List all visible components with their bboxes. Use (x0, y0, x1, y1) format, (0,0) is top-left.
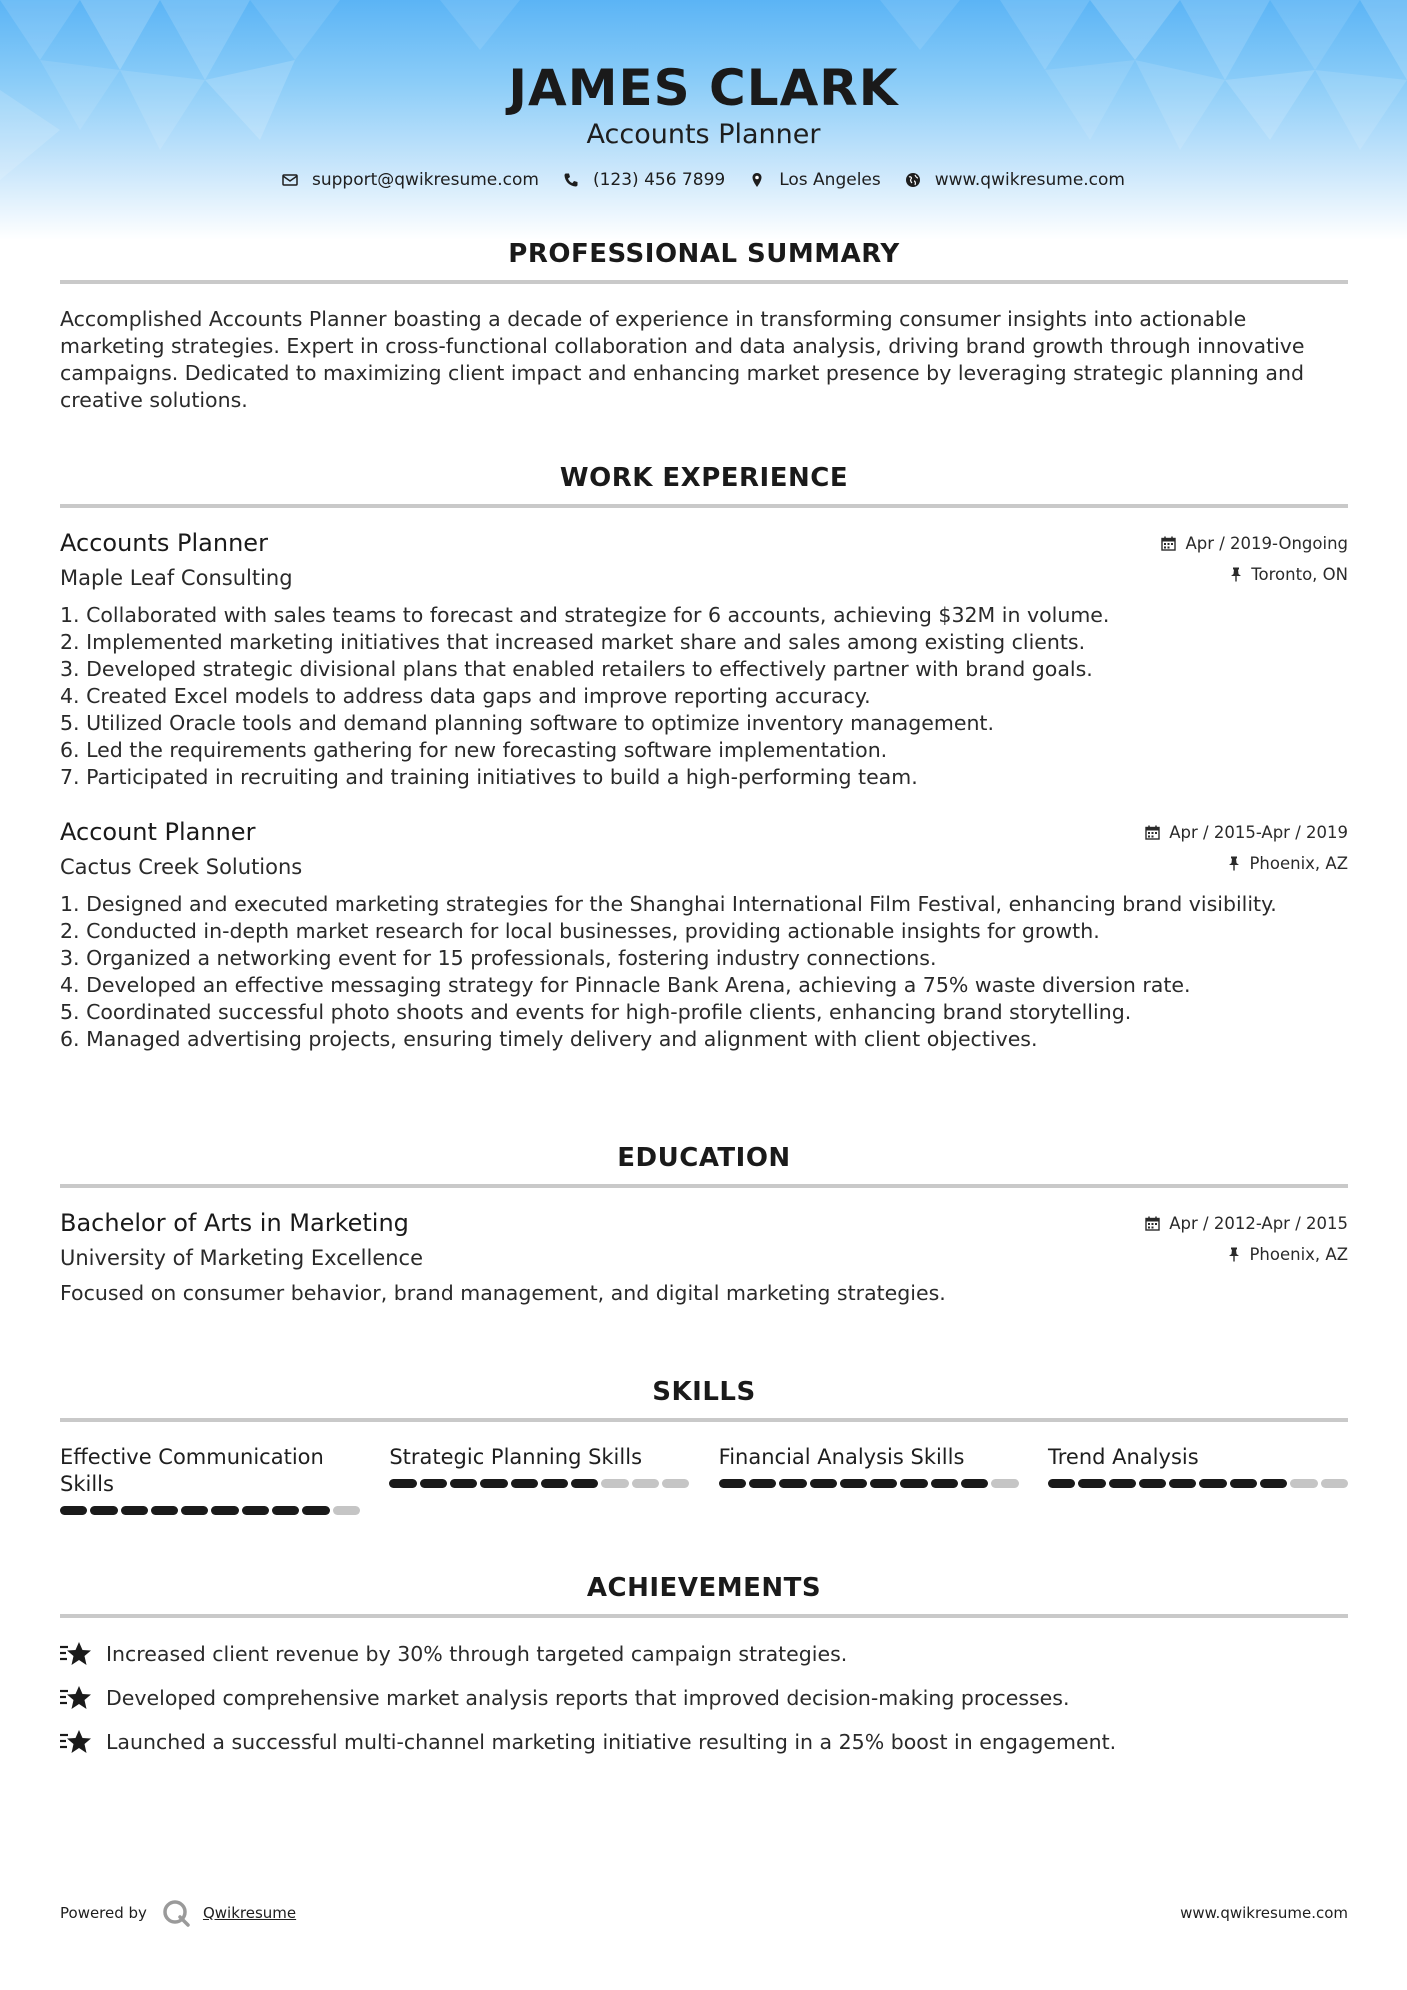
list-item: 3. Developed strategic divisional plans that enabled retailers to effectively partner with brand goals. (60, 657, 1093, 681)
skill-level-segment (1048, 1479, 1075, 1488)
calendar-icon (1145, 1216, 1160, 1231)
job-company: Cactus Creek Solutions (60, 855, 303, 879)
job-title: Accounts Planner (60, 529, 268, 557)
summary-heading: PROFESSIONAL SUMMARY (508, 239, 900, 269)
skill-level-segment (1321, 1479, 1348, 1488)
qwikresume-logo-icon (161, 1898, 191, 1928)
skill-level-segment (389, 1479, 416, 1488)
skill-level-segment (632, 1479, 659, 1488)
skill-level-bar (1048, 1479, 1348, 1488)
candidate-title: Accounts Planner (586, 119, 821, 150)
skill-level-bar (719, 1479, 1019, 1488)
school: University of Marketing Excellence (60, 1246, 424, 1270)
skills-list (60, 1444, 1348, 1515)
map-pin-icon (749, 172, 765, 188)
pushpin-icon (1228, 856, 1240, 871)
section-divider (60, 1184, 1348, 1188)
skill-level-segment (1109, 1479, 1136, 1488)
experience-section (60, 462, 1348, 1053)
job-location: Phoenix, AZ (1145, 848, 1348, 879)
job-company: Maple Leaf Consulting (60, 566, 293, 590)
skill-level-segment (870, 1479, 897, 1488)
skill-level-segment (601, 1479, 628, 1488)
skill-level-bar (60, 1506, 360, 1515)
footer-website[interactable]: www.qwikresume.com (1180, 1904, 1348, 1922)
list-item: Launched a successful multi-channel marketing initiative resulting in a 25% boost in engagement. (60, 1720, 1348, 1764)
calendar-icon (1161, 536, 1176, 551)
list-item: Developed comprehensive market analysis reports that improved decision-making processes. (60, 1676, 1348, 1720)
skill-level-segment (1139, 1479, 1166, 1488)
skill-name: Strategic Planning Skills (389, 1445, 643, 1469)
list-item: 6. Led the requirements gathering for new forecasting software implementation. (60, 738, 888, 762)
list-item: 6. Managed advertising projects, ensuring timely delivery and alignment with client objectives. (60, 1027, 1038, 1051)
skill-level-segment (779, 1479, 806, 1488)
globe-icon (905, 172, 921, 188)
envelope-icon (282, 172, 298, 188)
list-item: 7. Participated in recruiting and training initiatives to build a high-performing team. (60, 765, 918, 789)
degree: Bachelor of Arts in Marketing (60, 1209, 409, 1237)
job-dates: Apr / 2019-Ongoing (1161, 528, 1348, 559)
job-bullets (60, 602, 1348, 791)
skill-name: Trend Analysis (1047, 1445, 1199, 1469)
job-title: Account Planner (60, 818, 256, 846)
skill-item (719, 1444, 1019, 1515)
skill-level-segment (60, 1506, 87, 1515)
list-item: 1. Designed and executed marketing strategies for the Shanghai International Film Festival, enhancing brand visibility. (60, 892, 1277, 916)
skill-level-segment (991, 1479, 1018, 1488)
skill-level-segment (121, 1506, 148, 1515)
skill-level-segment (571, 1479, 598, 1488)
skill-level-segment (272, 1506, 299, 1515)
skill-level-segment (810, 1479, 837, 1488)
skill-level-segment (151, 1506, 178, 1515)
star-award-icon (60, 1641, 92, 1667)
summary-section (60, 238, 1348, 414)
skill-level-bar (389, 1479, 689, 1488)
list-item: 1. Collaborated with sales teams to forecast and strategize for 6 accounts, achieving $32M in volume. (60, 603, 1110, 627)
skill-level-segment (420, 1479, 447, 1488)
job-entry (60, 817, 1348, 1053)
phone-text: (123) 456 7899 (592, 170, 726, 190)
contact-location (749, 170, 881, 190)
list-item: 5. Coordinated successful photo shoots and events for high-profile clients, enhancing brand storytelling. (60, 1000, 1132, 1024)
qwikresume-link[interactable]: Qwikresume (202, 1904, 297, 1922)
achievements-list (60, 1632, 1348, 1764)
skill-item (389, 1444, 689, 1515)
skill-level-segment (931, 1479, 958, 1488)
list-item: 2. Conducted in-depth market research for local businesses, providing actionable insights for growth. (60, 919, 1100, 943)
page-footer (60, 1898, 1348, 1928)
education-description: Focused on consumer behavior, brand management, and digital marketing strategies. (60, 1281, 946, 1305)
skill-level-segment (181, 1506, 208, 1515)
skill-level-segment (211, 1506, 238, 1515)
skill-level-segment (1230, 1479, 1257, 1488)
education-dates: Apr / 2012-Apr / 2015 (1145, 1208, 1348, 1239)
powered-by-label: Powered by (60, 1904, 147, 1922)
skill-level-segment (1199, 1479, 1226, 1488)
skill-level-segment (90, 1506, 117, 1515)
list-item: 4. Developed an effective messaging strategy for Pinnacle Bank Arena, achieving a 75% waste diversion rate. (60, 973, 1191, 997)
skill-level-segment (1290, 1479, 1317, 1488)
skill-level-segment (1169, 1479, 1196, 1488)
skill-item (1048, 1444, 1348, 1515)
job-bullets (60, 891, 1348, 1053)
calendar-icon (1145, 825, 1160, 840)
skill-level-segment (1078, 1479, 1105, 1488)
section-divider (60, 504, 1348, 508)
skill-level-segment (719, 1479, 746, 1488)
job-dates: Apr / 2015-Apr / 2019 (1145, 817, 1348, 848)
education-section (60, 1142, 1348, 1307)
skill-level-segment (749, 1479, 776, 1488)
skill-level-segment (961, 1479, 988, 1488)
contact-phone[interactable] (563, 170, 725, 190)
skill-level-segment (450, 1479, 477, 1488)
summary-text: Accomplished Accounts Planner boasting a decade of experience in transforming consumer insights into actionable marketing strategies. Expert in cross-functional collaboration and data analysis, driving brand growth through innovative campaigns. Dedicated to maximizing client impact and enhancing market presence by leveraging strategic planning and creative solutions. (60, 307, 1305, 412)
skill-level-segment (1260, 1479, 1287, 1488)
contact-bar (0, 170, 1407, 190)
section-divider (60, 280, 1348, 284)
location-text: Los Angeles (779, 170, 881, 190)
contact-website[interactable] (905, 170, 1125, 190)
skill-level-segment (242, 1506, 269, 1515)
skill-name: Financial Analysis Skills (718, 1445, 965, 1469)
skill-name: Effective Communication Skills (60, 1445, 324, 1496)
skill-level-segment (662, 1479, 689, 1488)
skill-level-segment (302, 1506, 329, 1515)
website-text: www.qwikresume.com (934, 170, 1125, 190)
list-item: 2. Implemented marketing initiatives that increased market share and sales among existing clients. (60, 630, 1086, 654)
list-item: 4. Created Excel models to address data gaps and improve reporting accuracy. (60, 684, 871, 708)
list-item: 5. Utilized Oracle tools and demand planning software to optimize inventory management. (60, 711, 994, 735)
resume-header (0, 58, 1407, 190)
section-divider (60, 1418, 1348, 1422)
skill-level-segment (333, 1506, 360, 1515)
skill-item (60, 1444, 360, 1515)
skill-level-segment (840, 1479, 867, 1488)
skill-level-segment (541, 1479, 568, 1488)
star-award-icon (60, 1729, 92, 1755)
achievements-section (60, 1572, 1348, 1764)
contact-email[interactable] (282, 170, 539, 190)
phone-icon (563, 172, 579, 188)
job-location: Toronto, ON (1161, 559, 1348, 590)
section-divider (60, 1614, 1348, 1618)
skills-section (60, 1376, 1348, 1515)
job-entry (60, 528, 1348, 791)
education-heading: EDUCATION (617, 1143, 791, 1173)
email-text: support@qwikresume.com (312, 170, 539, 190)
skill-level-segment (900, 1479, 927, 1488)
achievements-heading: ACHIEVEMENTS (586, 1573, 822, 1603)
skills-heading: SKILLS (652, 1377, 756, 1407)
candidate-name: JAMES CLARK (508, 59, 899, 117)
pushpin-icon (1228, 1247, 1240, 1262)
star-award-icon (60, 1685, 92, 1711)
education-entry (60, 1208, 1348, 1272)
list-item: Increased client revenue by 30% through targeted campaign strategies. (60, 1632, 1348, 1676)
education-location: Phoenix, AZ (1145, 1239, 1348, 1270)
experience-heading: WORK EXPERIENCE (559, 463, 849, 493)
list-item: 3. Organized a networking event for 15 professionals, fostering industry connections. (60, 946, 937, 970)
skill-level-segment (511, 1479, 538, 1488)
skill-level-segment (480, 1479, 507, 1488)
pushpin-icon (1230, 567, 1242, 582)
